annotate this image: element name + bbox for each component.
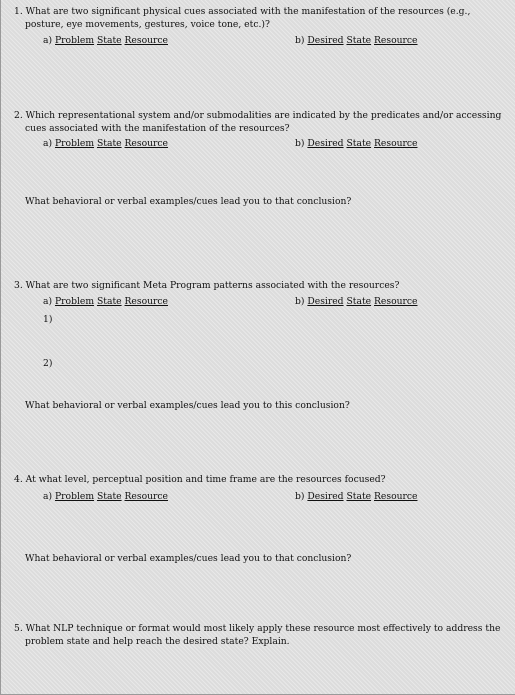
question-2 <box>14 109 509 122</box>
q2-desired-state-resource: b) Desired State Resource <box>295 138 418 149</box>
question-3-followup: What behavioral or verbal examples/cues lead you to this conclusion? <box>25 400 350 411</box>
q4-desired-state-resource: b) Desired State Resource <box>295 491 418 502</box>
question-1-continuation: posture, eye movements, gestures, voice tone, etc.)? <box>25 19 270 30</box>
question-3-text: 3. What are two significant Meta Program patterns associated with the resources? <box>14 280 400 291</box>
question-1 <box>14 5 509 18</box>
question-3 <box>14 279 509 292</box>
q1-problem-state-resource: a) Problem State Resource <box>43 35 168 46</box>
q3-desired-state-resource: b) Desired State Resource <box>295 296 418 307</box>
q2-problem-state-resource: a) Problem State Resource <box>43 138 168 149</box>
q4-problem-state-resource: a) Problem State Resource <box>43 491 168 502</box>
question-2-text: 2. Which representational system and/or submodalities are indicated by the predicates and/or accessing <box>14 110 502 121</box>
question-4-followup: What behavioral or verbal examples/cues lead you to that conclusion? <box>25 553 352 564</box>
question-1-text: 1. What are two significant physical cues associated with the manifestation of the resources (e.g., <box>14 6 471 17</box>
question-2-followup: What behavioral or verbal examples/cues lead you to that conclusion? <box>25 196 352 207</box>
question-4 <box>14 473 509 486</box>
question-5-continuation: problem state and help reach the desired state? Explain. <box>25 636 290 647</box>
question-4-text: 4. At what level, perceptual position and time frame are the resources focused? <box>14 474 386 485</box>
q3-problem-state-resource: a) Problem State Resource <box>43 296 168 307</box>
question-5-text: 5. What NLP technique or format would most likely apply these resource most effectively to address the <box>14 623 501 634</box>
q3-item-1: 1) <box>43 314 53 325</box>
question-2-continuation: cues associated with the manifestation of the resources? <box>25 123 290 134</box>
q3-item-2: 2) <box>43 358 53 369</box>
question-5 <box>14 622 509 635</box>
q1-desired-state-resource: b) Desired State Resource <box>295 35 418 46</box>
